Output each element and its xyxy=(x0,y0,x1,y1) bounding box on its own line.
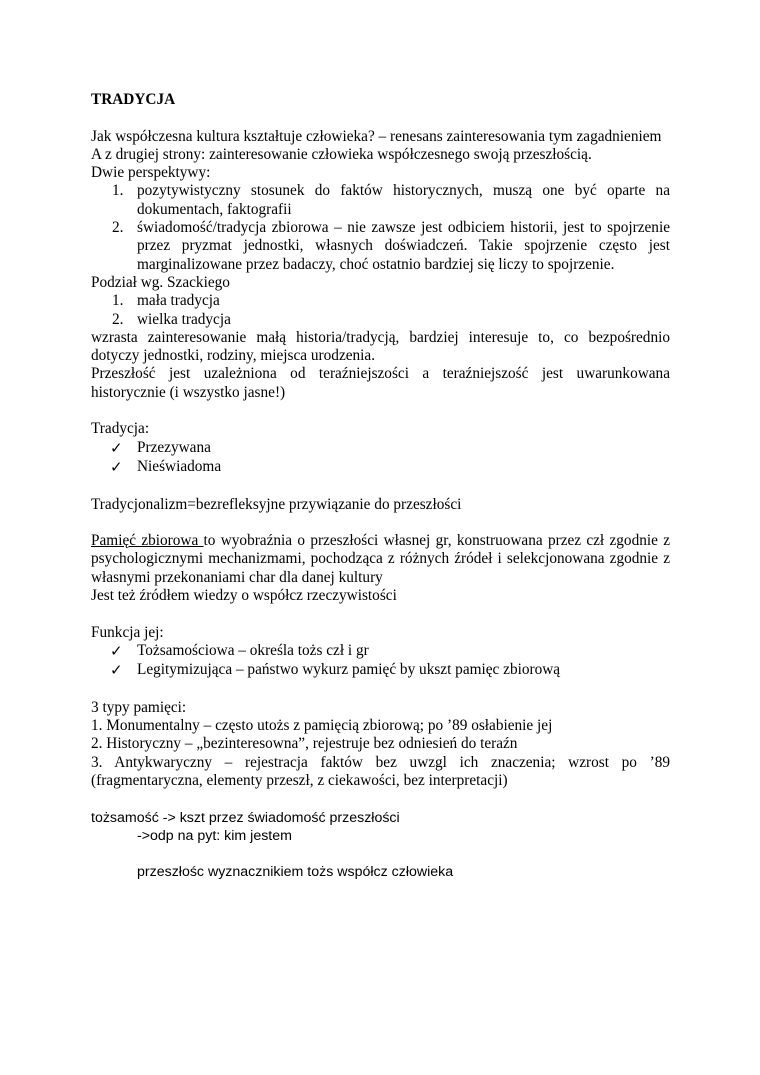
collective-memory-extra: Jest też źródłem wiedzy o współcz rzeczywistości xyxy=(91,587,397,605)
checkmark-icon: ✓ xyxy=(110,457,123,476)
checklist-item-text: Nieświadoma xyxy=(137,457,222,475)
list-item-text: pozytywistyczny stosunek do faktów historycznych, muszą one być oparte na dokumentach, faktografii xyxy=(137,182,670,218)
division-heading: Podział wg. Szackiego xyxy=(91,273,230,291)
intro-line-2: A z drugiej strony: zainteresowanie człowieka współczesnego swoją przeszłością. xyxy=(91,145,592,163)
list-item xyxy=(91,311,670,329)
memory-type-item: 1. Monumentalny – często utożs z pamięcią zbiorową; po ’89 osłabienie jej xyxy=(91,717,553,735)
list-item-text: mała tradycja xyxy=(137,292,220,310)
identity-line-2: ->odp na pyt: kim jestem xyxy=(137,827,292,844)
checklist-item-text: Tożsamościowa – określa tożs czł i gr xyxy=(137,641,369,659)
list-item-text: świadomość/tradycja zbiorowa – nie zawsze jest odbiciem historii, jest to spojrzenie przez pryzmat jednostki, własnych doświadczeń. Takie spojrzenie często jest marginalizowane przez badaczy, choć ostatnio bardziej się liczy to spojrzenie. xyxy=(137,219,670,273)
collective-memory-term: Pamięć zbiorowa xyxy=(91,532,204,550)
checkmark-icon: ✓ xyxy=(110,641,123,660)
list-item xyxy=(91,219,670,274)
division-paragraph-1: wzrasta zainteresowanie małą historia/tradycją, bardziej interesuje to, co bezpośrednio dotyczy jednostki, rodziny, miejsca urodzenia. xyxy=(91,328,670,365)
collective-memory-definition xyxy=(91,532,670,587)
traditionalism-definition: Tradycjonalizm=bezrefleksyjne przywiązanie do przeszłości xyxy=(91,495,462,513)
list-item xyxy=(91,292,670,310)
list-number: 1. xyxy=(112,182,124,200)
checklist-item-text: Przezywana xyxy=(137,438,211,456)
list-number: 2. xyxy=(112,310,124,328)
tradition-heading: Tradycja: xyxy=(91,420,150,438)
division-paragraph-2: Przeszłość jest uzależniona od teraźniejszości a teraźniejszość jest uwarunkowana historycznie (i wszystko jasne!) xyxy=(91,365,670,401)
identity-line-3: przeszłośc wyznacznikiem tożs współcz człowieka xyxy=(137,864,454,881)
function-heading: Funkcja jej: xyxy=(91,623,164,641)
checklist-item xyxy=(91,642,670,660)
checklist-item xyxy=(91,458,670,476)
division-list xyxy=(91,292,670,329)
checkmark-icon: ✓ xyxy=(110,661,123,680)
document-page xyxy=(91,91,670,882)
document-title: TRADYCJA xyxy=(91,91,176,108)
checkmark-icon: ✓ xyxy=(110,438,123,457)
checklist-item xyxy=(91,661,670,679)
perspectives-list xyxy=(91,182,670,273)
identity-line-1: tożsamość -> kszt przez świadomość przeszłości xyxy=(91,809,400,826)
function-checklist xyxy=(91,642,670,680)
intro-line-1: Jak współczesna kultura kształtuje człowieka? – renesans zainteresowania tym zagadnieniem xyxy=(91,127,662,145)
memory-type-item: 3. Antykwaryczny – rejestracja faktów bez uwzgl ich znaczenia; wzrost po ’89 (fragmentaryczna, elementy przeszł, z ciekawości, bez interpretacji) xyxy=(91,753,670,789)
collective-memory-text: to wyobraźnia o przeszłości własnej gr, konstruowana przez czł zgodnie z psychologicznymi mechanizmami, pochodząca z różnych źródeł i selekcjonowana zgodnie z własnymi przekonaniami char dla danej kultury xyxy=(91,532,670,586)
list-item-text: wielka tradycja xyxy=(137,310,231,328)
intro-line-3: Dwie perspektywy: xyxy=(91,164,211,182)
list-item xyxy=(91,182,670,219)
checklist-item xyxy=(91,439,670,457)
tradition-checklist xyxy=(91,439,670,477)
memory-type-item: 2. Historyczny – „bezinteresowna”, rejestruje bez odniesień do teraźn xyxy=(91,735,518,753)
checklist-item-text: Legitymizująca – państwo wykurz pamięć by ukszt pamięc zbiorową xyxy=(137,661,561,679)
list-number: 2. xyxy=(112,219,124,237)
list-number: 1. xyxy=(112,292,124,310)
memory-types-heading: 3 typy pamięci: xyxy=(91,698,187,716)
